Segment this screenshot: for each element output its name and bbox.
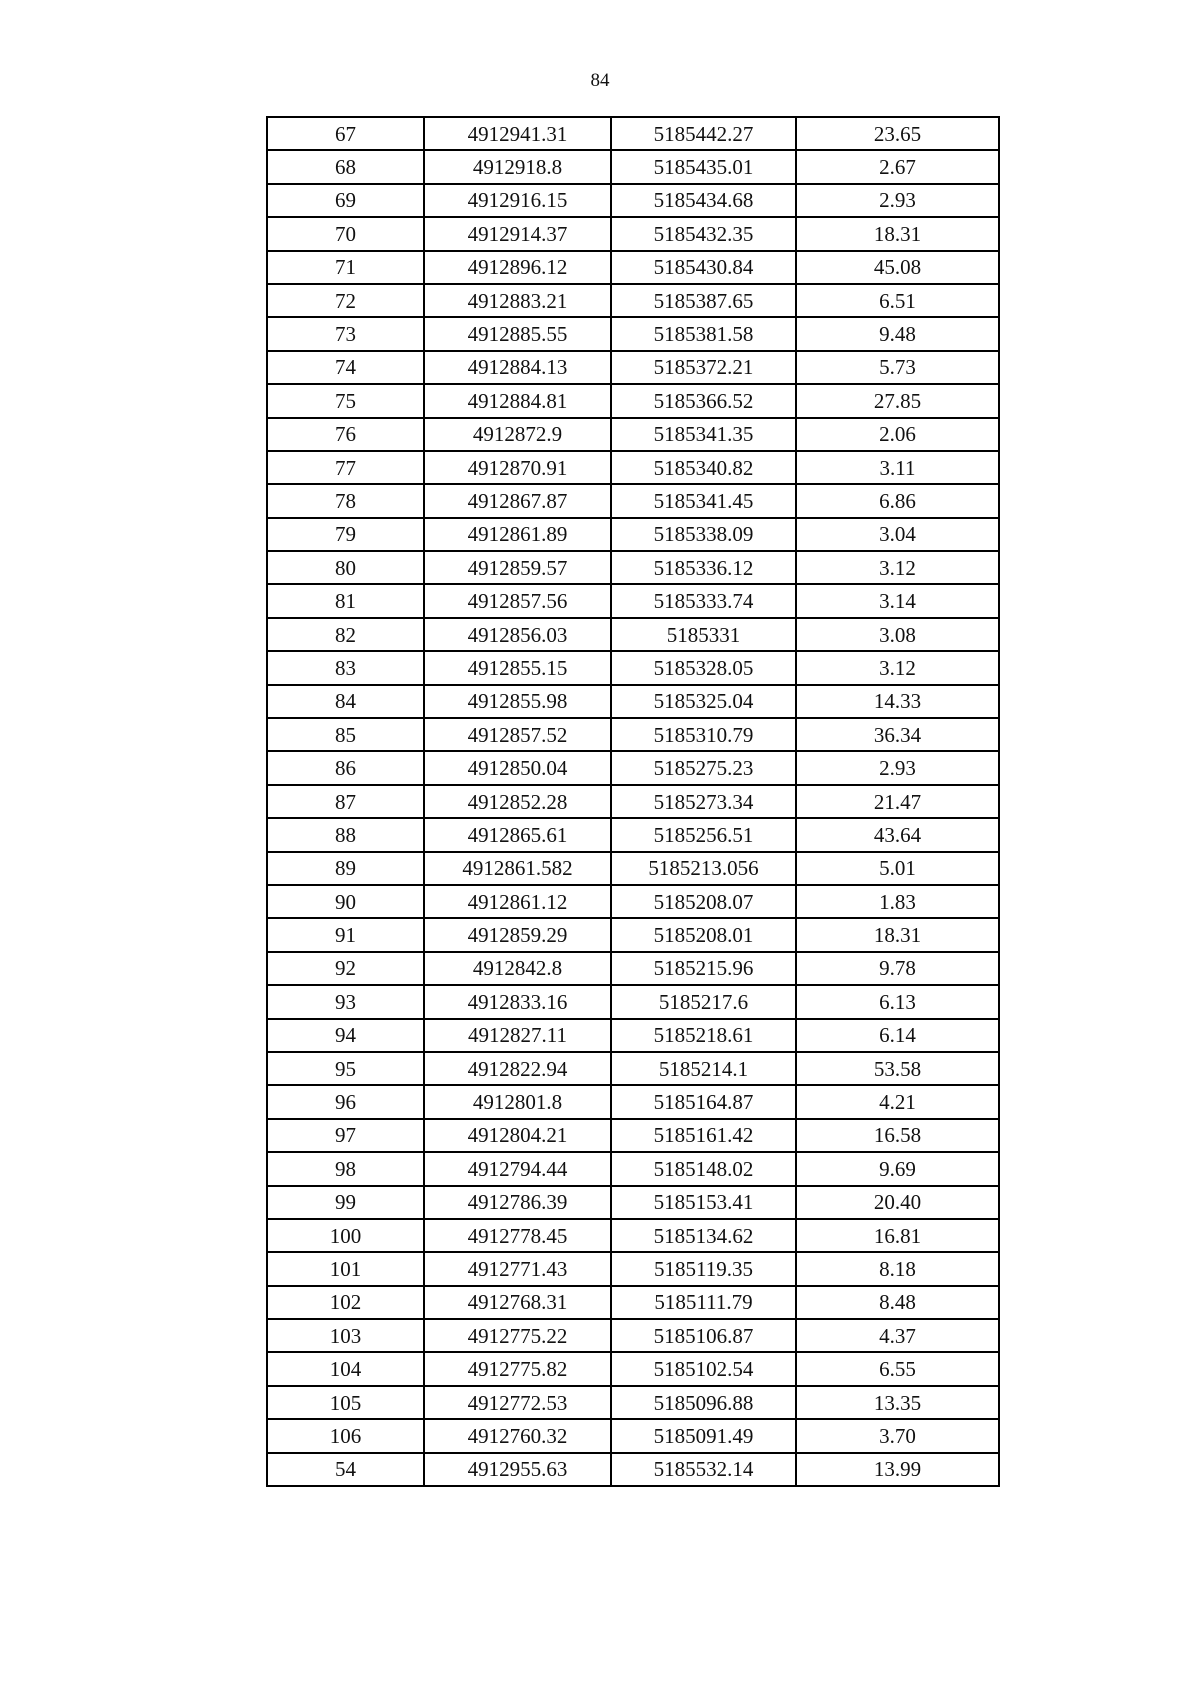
point-number-cell: 90 xyxy=(267,885,424,918)
point-number-cell: 78 xyxy=(267,484,424,517)
distance-cell: 14.33 xyxy=(796,685,999,718)
distance-cell: 3.12 xyxy=(796,551,999,584)
table-row xyxy=(267,117,999,150)
distance-cell: 3.70 xyxy=(796,1419,999,1452)
table-row xyxy=(267,651,999,684)
table-row xyxy=(267,818,999,851)
distance-cell: 13.99 xyxy=(796,1453,999,1486)
x-coordinate-cell: 4912842.8 xyxy=(424,952,611,985)
y-coordinate-cell: 5185532.14 xyxy=(611,1453,796,1486)
table-row xyxy=(267,618,999,651)
y-coordinate-cell: 5185153.41 xyxy=(611,1186,796,1219)
x-coordinate-cell: 4912859.57 xyxy=(424,551,611,584)
x-coordinate-cell: 4912850.04 xyxy=(424,751,611,784)
y-coordinate-cell: 5185273.34 xyxy=(611,785,796,818)
distance-cell: 4.21 xyxy=(796,1085,999,1118)
x-coordinate-cell: 4912778.45 xyxy=(424,1219,611,1252)
point-number-cell: 97 xyxy=(267,1119,424,1152)
y-coordinate-cell: 5185432.35 xyxy=(611,217,796,250)
distance-cell: 1.83 xyxy=(796,885,999,918)
y-coordinate-cell: 5185102.54 xyxy=(611,1352,796,1385)
coordinates-table xyxy=(266,116,1000,1487)
distance-cell: 3.12 xyxy=(796,651,999,684)
distance-cell: 9.69 xyxy=(796,1152,999,1185)
point-number-cell: 101 xyxy=(267,1252,424,1285)
y-coordinate-cell: 5185214.1 xyxy=(611,1052,796,1085)
y-coordinate-cell: 5185333.74 xyxy=(611,584,796,617)
x-coordinate-cell: 4912884.13 xyxy=(424,351,611,384)
table-row xyxy=(267,384,999,417)
point-number-cell: 83 xyxy=(267,651,424,684)
y-coordinate-cell: 5185106.87 xyxy=(611,1319,796,1352)
table-row xyxy=(267,1152,999,1185)
x-coordinate-cell: 4912852.28 xyxy=(424,785,611,818)
distance-cell: 36.34 xyxy=(796,718,999,751)
x-coordinate-cell: 4912822.94 xyxy=(424,1052,611,1085)
x-coordinate-cell: 4912884.81 xyxy=(424,384,611,417)
x-coordinate-cell: 4912885.55 xyxy=(424,317,611,350)
table-row xyxy=(267,284,999,317)
x-coordinate-cell: 4912827.11 xyxy=(424,1019,611,1052)
point-number-cell: 93 xyxy=(267,985,424,1018)
y-coordinate-cell: 5185328.05 xyxy=(611,651,796,684)
x-coordinate-cell: 4912857.56 xyxy=(424,584,611,617)
distance-cell: 2.06 xyxy=(796,418,999,451)
table-row xyxy=(267,351,999,384)
distance-cell: 5.01 xyxy=(796,852,999,885)
x-coordinate-cell: 4912896.12 xyxy=(424,251,611,284)
distance-cell: 2.93 xyxy=(796,751,999,784)
y-coordinate-cell: 5185134.62 xyxy=(611,1219,796,1252)
x-coordinate-cell: 4912786.39 xyxy=(424,1186,611,1219)
distance-cell: 16.81 xyxy=(796,1219,999,1252)
table-row xyxy=(267,1186,999,1219)
x-coordinate-cell: 4912861.12 xyxy=(424,885,611,918)
x-coordinate-cell: 4912771.43 xyxy=(424,1252,611,1285)
distance-cell: 18.31 xyxy=(796,918,999,951)
y-coordinate-cell: 5185208.01 xyxy=(611,918,796,951)
table-row xyxy=(267,1219,999,1252)
y-coordinate-cell: 5185381.58 xyxy=(611,317,796,350)
point-number-cell: 77 xyxy=(267,451,424,484)
distance-cell: 23.65 xyxy=(796,117,999,150)
y-coordinate-cell: 5185091.49 xyxy=(611,1419,796,1452)
table-row xyxy=(267,985,999,1018)
y-coordinate-cell: 5185275.23 xyxy=(611,751,796,784)
y-coordinate-cell: 5185256.51 xyxy=(611,818,796,851)
point-number-cell: 100 xyxy=(267,1219,424,1252)
x-coordinate-cell: 4912775.82 xyxy=(424,1352,611,1385)
y-coordinate-cell: 5185434.68 xyxy=(611,184,796,217)
x-coordinate-cell: 4912801.8 xyxy=(424,1085,611,1118)
table-row xyxy=(267,1119,999,1152)
point-number-cell: 69 xyxy=(267,184,424,217)
x-coordinate-cell: 4912768.31 xyxy=(424,1286,611,1319)
point-number-cell: 86 xyxy=(267,751,424,784)
point-number-cell: 88 xyxy=(267,818,424,851)
y-coordinate-cell: 5185331 xyxy=(611,618,796,651)
point-number-cell: 76 xyxy=(267,418,424,451)
table-row xyxy=(267,751,999,784)
distance-cell: 3.11 xyxy=(796,451,999,484)
point-number-cell: 98 xyxy=(267,1152,424,1185)
table-row xyxy=(267,150,999,183)
table-row xyxy=(267,418,999,451)
point-number-cell: 82 xyxy=(267,618,424,651)
table-row xyxy=(267,1085,999,1118)
x-coordinate-cell: 4912870.91 xyxy=(424,451,611,484)
point-number-cell: 54 xyxy=(267,1453,424,1486)
point-number-cell: 105 xyxy=(267,1386,424,1419)
point-number-cell: 71 xyxy=(267,251,424,284)
x-coordinate-cell: 4912833.16 xyxy=(424,985,611,1018)
point-number-cell: 80 xyxy=(267,551,424,584)
table-row xyxy=(267,584,999,617)
table-row xyxy=(267,251,999,284)
table-row xyxy=(267,1252,999,1285)
table-row xyxy=(267,785,999,818)
table-row xyxy=(267,1419,999,1452)
distance-cell: 9.78 xyxy=(796,952,999,985)
point-number-cell: 84 xyxy=(267,685,424,718)
y-coordinate-cell: 5185435.01 xyxy=(611,150,796,183)
distance-cell: 6.51 xyxy=(796,284,999,317)
x-coordinate-cell: 4912955.63 xyxy=(424,1453,611,1486)
y-coordinate-cell: 5185208.07 xyxy=(611,885,796,918)
point-number-cell: 99 xyxy=(267,1186,424,1219)
table-row xyxy=(267,1319,999,1352)
y-coordinate-cell: 5185164.87 xyxy=(611,1085,796,1118)
y-coordinate-cell: 5185430.84 xyxy=(611,251,796,284)
distance-cell: 6.13 xyxy=(796,985,999,1018)
y-coordinate-cell: 5185372.21 xyxy=(611,351,796,384)
distance-cell: 16.58 xyxy=(796,1119,999,1152)
distance-cell: 3.14 xyxy=(796,584,999,617)
y-coordinate-cell: 5185341.35 xyxy=(611,418,796,451)
distance-cell: 5.73 xyxy=(796,351,999,384)
table-row xyxy=(267,217,999,250)
table-row xyxy=(267,484,999,517)
x-coordinate-cell: 4912772.53 xyxy=(424,1386,611,1419)
point-number-cell: 72 xyxy=(267,284,424,317)
table-row xyxy=(267,551,999,584)
x-coordinate-cell: 4912804.21 xyxy=(424,1119,611,1152)
y-coordinate-cell: 5185213.056 xyxy=(611,852,796,885)
point-number-cell: 75 xyxy=(267,384,424,417)
x-coordinate-cell: 4912794.44 xyxy=(424,1152,611,1185)
y-coordinate-cell: 5185387.65 xyxy=(611,284,796,317)
x-coordinate-cell: 4912867.87 xyxy=(424,484,611,517)
distance-cell: 20.40 xyxy=(796,1186,999,1219)
distance-cell: 45.08 xyxy=(796,251,999,284)
distance-cell: 4.37 xyxy=(796,1319,999,1352)
distance-cell: 18.31 xyxy=(796,217,999,250)
y-coordinate-cell: 5185338.09 xyxy=(611,518,796,551)
distance-cell: 9.48 xyxy=(796,317,999,350)
point-number-cell: 74 xyxy=(267,351,424,384)
x-coordinate-cell: 4912855.98 xyxy=(424,685,611,718)
y-coordinate-cell: 5185119.35 xyxy=(611,1252,796,1285)
x-coordinate-cell: 4912941.31 xyxy=(424,117,611,150)
table-row xyxy=(267,852,999,885)
point-number-cell: 91 xyxy=(267,918,424,951)
distance-cell: 43.64 xyxy=(796,818,999,851)
table-row xyxy=(267,1453,999,1486)
point-number-cell: 85 xyxy=(267,718,424,751)
point-number-cell: 89 xyxy=(267,852,424,885)
distance-cell: 13.35 xyxy=(796,1386,999,1419)
point-number-cell: 92 xyxy=(267,952,424,985)
point-number-cell: 96 xyxy=(267,1085,424,1118)
distance-cell: 6.14 xyxy=(796,1019,999,1052)
distance-cell: 53.58 xyxy=(796,1052,999,1085)
point-number-cell: 67 xyxy=(267,117,424,150)
y-coordinate-cell: 5185366.52 xyxy=(611,384,796,417)
y-coordinate-cell: 5185148.02 xyxy=(611,1152,796,1185)
y-coordinate-cell: 5185325.04 xyxy=(611,685,796,718)
y-coordinate-cell: 5185215.96 xyxy=(611,952,796,985)
table-row xyxy=(267,952,999,985)
table-row xyxy=(267,1386,999,1419)
table-row xyxy=(267,451,999,484)
x-coordinate-cell: 4912865.61 xyxy=(424,818,611,851)
distance-cell: 6.86 xyxy=(796,484,999,517)
x-coordinate-cell: 4912856.03 xyxy=(424,618,611,651)
y-coordinate-cell: 5185336.12 xyxy=(611,551,796,584)
point-number-cell: 87 xyxy=(267,785,424,818)
table-row xyxy=(267,685,999,718)
table-row xyxy=(267,918,999,951)
point-number-cell: 68 xyxy=(267,150,424,183)
point-number-cell: 79 xyxy=(267,518,424,551)
y-coordinate-cell: 5185111.79 xyxy=(611,1286,796,1319)
table-row xyxy=(267,184,999,217)
y-coordinate-cell: 5185161.42 xyxy=(611,1119,796,1152)
table-row xyxy=(267,1286,999,1319)
distance-cell: 2.67 xyxy=(796,150,999,183)
y-coordinate-cell: 5185218.61 xyxy=(611,1019,796,1052)
x-coordinate-cell: 4912775.22 xyxy=(424,1319,611,1352)
point-number-cell: 104 xyxy=(267,1352,424,1385)
page-number: 84 xyxy=(590,70,610,91)
x-coordinate-cell: 4912918.8 xyxy=(424,150,611,183)
coordinates-table-body xyxy=(267,117,999,1486)
x-coordinate-cell: 4912914.37 xyxy=(424,217,611,250)
distance-cell: 21.47 xyxy=(796,785,999,818)
point-number-cell: 73 xyxy=(267,317,424,350)
distance-cell: 3.04 xyxy=(796,518,999,551)
point-number-cell: 106 xyxy=(267,1419,424,1452)
table-row xyxy=(267,518,999,551)
table-row xyxy=(267,1052,999,1085)
x-coordinate-cell: 4912861.582 xyxy=(424,852,611,885)
distance-cell: 6.55 xyxy=(796,1352,999,1385)
distance-cell: 8.18 xyxy=(796,1252,999,1285)
point-number-cell: 103 xyxy=(267,1319,424,1352)
table-row xyxy=(267,1352,999,1385)
point-number-cell: 81 xyxy=(267,584,424,617)
point-number-cell: 95 xyxy=(267,1052,424,1085)
x-coordinate-cell: 4912855.15 xyxy=(424,651,611,684)
table-row xyxy=(267,317,999,350)
x-coordinate-cell: 4912859.29 xyxy=(424,918,611,951)
table-row xyxy=(267,718,999,751)
point-number-cell: 102 xyxy=(267,1286,424,1319)
distance-cell: 2.93 xyxy=(796,184,999,217)
x-coordinate-cell: 4912883.21 xyxy=(424,284,611,317)
distance-cell: 8.48 xyxy=(796,1286,999,1319)
y-coordinate-cell: 5185442.27 xyxy=(611,117,796,150)
y-coordinate-cell: 5185341.45 xyxy=(611,484,796,517)
y-coordinate-cell: 5185340.82 xyxy=(611,451,796,484)
point-number-cell: 70 xyxy=(267,217,424,250)
x-coordinate-cell: 4912857.52 xyxy=(424,718,611,751)
table-row xyxy=(267,885,999,918)
point-number-cell: 94 xyxy=(267,1019,424,1052)
distance-cell: 3.08 xyxy=(796,618,999,651)
y-coordinate-cell: 5185096.88 xyxy=(611,1386,796,1419)
x-coordinate-cell: 4912916.15 xyxy=(424,184,611,217)
x-coordinate-cell: 4912760.32 xyxy=(424,1419,611,1452)
y-coordinate-cell: 5185217.6 xyxy=(611,985,796,1018)
table-row xyxy=(267,1019,999,1052)
x-coordinate-cell: 4912872.9 xyxy=(424,418,611,451)
y-coordinate-cell: 5185310.79 xyxy=(611,718,796,751)
x-coordinate-cell: 4912861.89 xyxy=(424,518,611,551)
distance-cell: 27.85 xyxy=(796,384,999,417)
